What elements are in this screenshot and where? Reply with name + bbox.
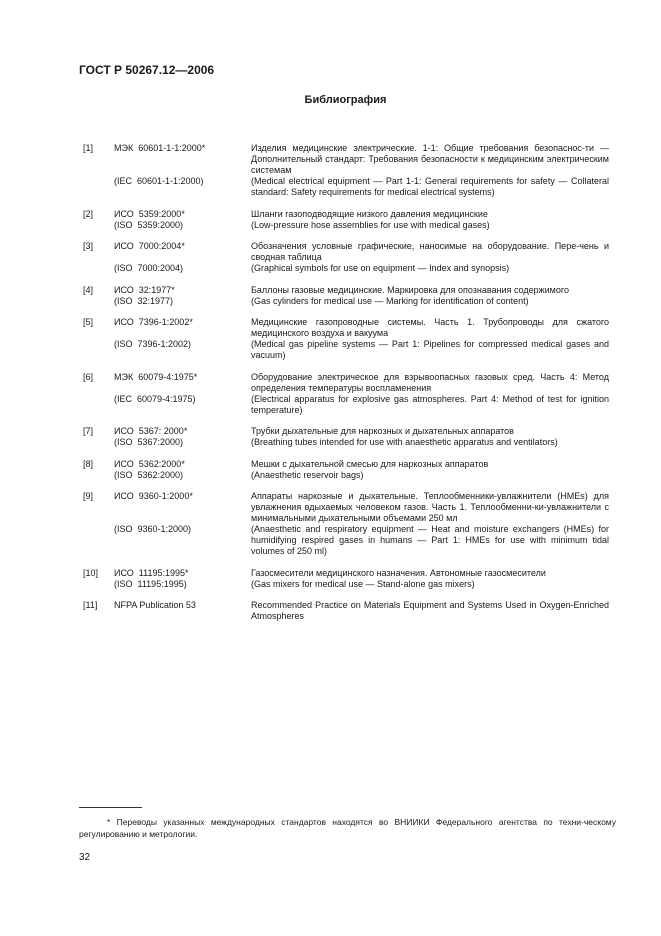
reference-code: ИСО 5359:2000* (114, 208, 185, 219)
reference-number: [4] (83, 284, 94, 295)
reference-line (0, 241, 661, 263)
reference-line (0, 339, 661, 361)
reference-code: (ISO 32:1977) (114, 295, 174, 306)
reference-description: (Gas mixers for medical use — Stand-alone gas mixers) (251, 578, 475, 589)
reference-line (0, 209, 661, 220)
reference-description: (Anaesthetic reservoir bags) (251, 469, 364, 480)
reference-description: Оборудование электрическое для взрывоопасных газовых сред. Часть 4: Метод определения температуры воспламенения (251, 371, 609, 393)
reference-number: [2] (83, 208, 94, 219)
reference-number: [5] (83, 317, 94, 327)
reference-description: (Low-pressure hose assemblies for use with medical gases) (251, 219, 490, 230)
reference-code: (ISO 11195:1995) (114, 578, 187, 589)
reference-line (0, 394, 661, 416)
reference-code: (IEC 60079-4:1975) (114, 393, 196, 404)
reference-description: Аппараты наркозные и дыхательные. Теплообменники-увлажнители (HMEs) для увлажнения вдыхаемых человеком газов. Часть 1. Теплообменни-ки-увлажнители с минимальными дыхательными объемами 250 мл (251, 491, 609, 523)
reference-number: [1] (83, 143, 94, 153)
reference-description: Трубки дыхательные для наркозных и дыхательных аппаратов (251, 426, 514, 436)
footnote-divider (79, 807, 142, 808)
reference-line (0, 143, 661, 176)
reference-line (0, 600, 661, 622)
reference-line (0, 176, 661, 198)
reference-number: [11] (83, 600, 98, 610)
reference-description: Recommended Practice on Materials Equipment and Systems Used in Oxygen-Enriched Atmospheres (251, 600, 609, 621)
reference-code: (ISO 7396-1:2002) (114, 339, 192, 349)
reference-entry (0, 600, 661, 622)
reference-code: ИСО 7396-1:2002* (114, 317, 193, 327)
reference-line (0, 524, 661, 557)
reference-code: ИСО 5367: 2000* (114, 426, 188, 436)
reference-entry (0, 426, 661, 448)
reference-code: (IEC 60601-1-1:2000) (114, 176, 204, 186)
reference-entry (0, 241, 661, 274)
reference-code: (ISO 9360-1:2000) (114, 524, 192, 534)
reference-description: (Medical gas pipeline systems — Part 1: Pipelines for compressed medical gases and vacuum) (251, 339, 609, 360)
reference-number: [9] (83, 491, 94, 501)
reference-description: (Medical electrical equipment — Part 1-1: General requirements for safety — Collateral standard: Safety requirements for medical electrical systems) (251, 176, 609, 197)
reference-code: ИСО 9360-1:2000* (114, 491, 193, 501)
reference-entry (0, 459, 661, 481)
reference-code: ИСО 7000:2004* (114, 241, 185, 251)
reference-entry (0, 209, 661, 231)
reference-number: [3] (83, 241, 94, 251)
reference-entry (0, 491, 661, 557)
reference-description: Газосмесители медицинского назначения. Автономные газосмесители (251, 567, 546, 578)
reference-line (0, 470, 661, 481)
reference-code: ИСО 5362:2000* (114, 458, 185, 469)
reference-number: [10] (83, 567, 99, 578)
reference-code: (ISO 5367:2000) (114, 437, 184, 447)
reference-line (0, 568, 661, 579)
reference-description: (Gas cylinders for medical use — Marking for identification of content) (251, 295, 529, 306)
reference-entry (0, 285, 661, 307)
reference-entry (0, 568, 661, 590)
reference-line (0, 296, 661, 307)
reference-description: (Breathing tubes intended for use with anaesthetic apparatus and ventilators) (251, 437, 558, 447)
reference-line (0, 437, 661, 448)
reference-code: (ISO 5362:2000) (114, 469, 184, 480)
reference-code: NFPA Publication 53 (114, 600, 196, 610)
standard-header: ГОСТ Р 50267.12—2006 (79, 63, 215, 77)
reference-list (0, 143, 661, 633)
reference-description: Обозначения условные графические, наносимые на оборудование. Пере-чень и сводная таблица (251, 241, 609, 262)
reference-description: (Graphical symbols for use on equipment — Index and synopsis) (251, 263, 510, 273)
reference-description: Шланги газоподводящие низкого давления медицинские (251, 208, 488, 219)
reference-number: [7] (83, 426, 94, 436)
reference-line (0, 220, 661, 231)
reference-code: (ISO 5359:2000) (114, 219, 184, 230)
reference-code: ИСО 11195:1995* (114, 567, 189, 578)
reference-code: ИСО 32:1977* (114, 284, 175, 295)
reference-line (0, 317, 661, 339)
reference-description: (Anaesthetic and respiratory equipment — Heat and moisture exchangers (HMEs) for humidifying respired gases in humans — Part 1: HMEs for use with minimum tidal volumes of 250 ml) (251, 524, 609, 556)
reference-code: МЭК 60079-4:1975* (114, 371, 198, 382)
bibliography-title: Библиография (304, 94, 387, 106)
reference-line (0, 459, 661, 470)
reference-description: Мешки с дыхательной смесью для наркозных аппаратов (251, 458, 489, 469)
reference-number: [8] (83, 458, 94, 469)
reference-line (0, 372, 661, 394)
reference-line (0, 426, 661, 437)
reference-entry (0, 143, 661, 198)
reference-line (0, 579, 661, 590)
reference-line (0, 285, 661, 296)
page-number: 32 (79, 852, 91, 863)
reference-entry (0, 317, 661, 361)
reference-description: Изделия медицинские электрические. 1-1: Общие требования безопаснос-ти — Дополнительный стандарт: Требования безопасности к медицинским электрическим системам (251, 143, 609, 175)
reference-line (0, 491, 661, 524)
reference-description: Баллоны газовые медицинские. Маркировка для опознавания содержимого (251, 284, 569, 295)
reference-entry (0, 372, 661, 416)
footnote: * Переводы указанных международных стандартов находятся во ВНИИКИ Федерального агентства по техни-ческому регулированию и метрологии. (79, 817, 616, 839)
reference-line (0, 263, 661, 274)
reference-code: МЭК 60601-1-1:2000* (114, 143, 206, 153)
reference-number: [6] (83, 371, 94, 382)
reference-description: (Electrical apparatus for explosive gas atmospheres. Part 4: Method of test for ignition temperature) (251, 393, 609, 415)
reference-description: Медицинские газопроводные системы. Часть 1. Трубопроводы для сжатого медицинского воздуха и вакуума (251, 317, 609, 338)
reference-code: (ISO 7000:2004) (114, 263, 184, 273)
